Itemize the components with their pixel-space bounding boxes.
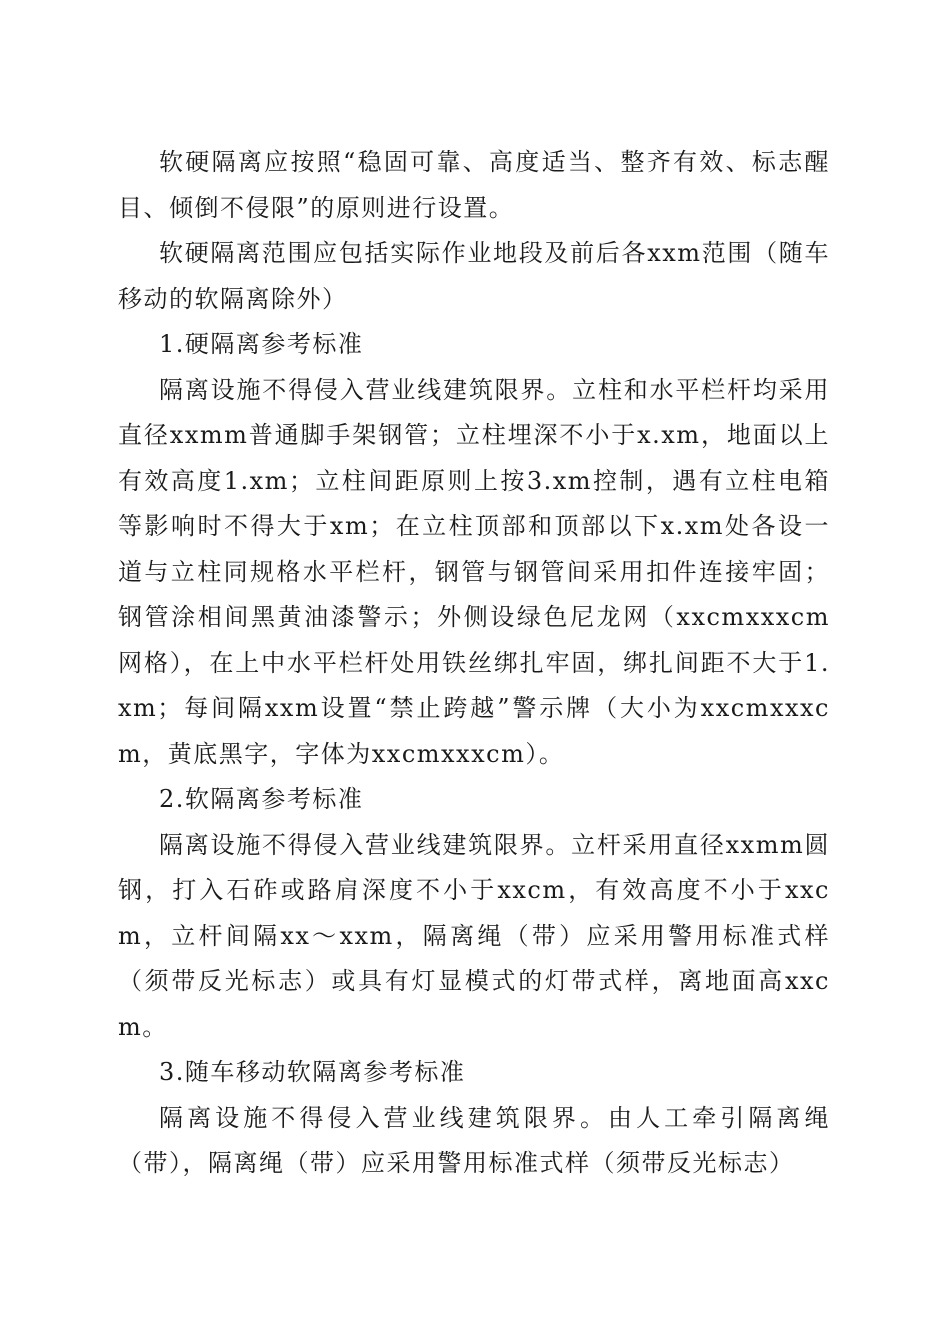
paragraph-isolation-range: 软硬隔离范围应包括实际作业地段及前后各xxm范围（随车移动的软隔离除外） — [118, 239, 830, 313]
paragraph-isolation-principle: 软硬隔离应按照“稳固可靠、高度适当、整齐有效、标志醒目、倾倒不侵限”的原则进行设置。 — [118, 148, 830, 222]
paragraph-soft-isolation-standard: 隔离设施不得侵入营业线建筑限界。立杆采用直径xxmm圆钢，打入石砟或路肩深度不小于xxcm，有效高度不小于xxcm，立杆间隔xx～xxm，隔离绳（带）应采用警用标准式样（须带反光标志）或具有灯显模式的灯带式样，离地面高xxcm。 — [118, 830, 830, 1041]
paragraph-hard-isolation-standard: 隔离设施不得侵入营业线建筑限界。立柱和水平栏杆均采用直径xxmm普通脚手架钢管；立柱埋深不小于x.xm，地面以上有效高度1.xm；立柱间距原则上按3.xm控制，遇有立柱电箱等影响时不得大于xm；在立柱顶部和顶部以下x.xm处各设一道与立柱同规格水平栏杆，钢管与钢管间采用扣件连接牢固；钢管涂相间黑黄油漆警示；外侧设绿色尼龙网（xxcmxxxcm网格），在上中水平栏杆处用铁丝绑扎牢固，绑扎间距不大于1.xm；每间隔xxm设置“禁止跨越”警示牌（大小为xxcmxxxcm，黄底黑字，字体为xxcmxxxcm）。 — [118, 375, 830, 768]
heading-mobile-soft-isolation: 3.随车移动软隔离参考标准 — [159, 1058, 466, 1086]
heading-hard-isolation: 1.硬隔离参考标准 — [159, 330, 364, 358]
heading-soft-isolation: 2.软隔离参考标准 — [159, 785, 364, 813]
paragraph-mobile-soft-isolation-standard: 隔离设施不得侵入营业线建筑限界。由人工牵引隔离绳（带），隔离绳（带）应采用警用标准式样（须带反光标志） — [118, 1103, 830, 1177]
document-body — [118, 140, 830, 1187]
